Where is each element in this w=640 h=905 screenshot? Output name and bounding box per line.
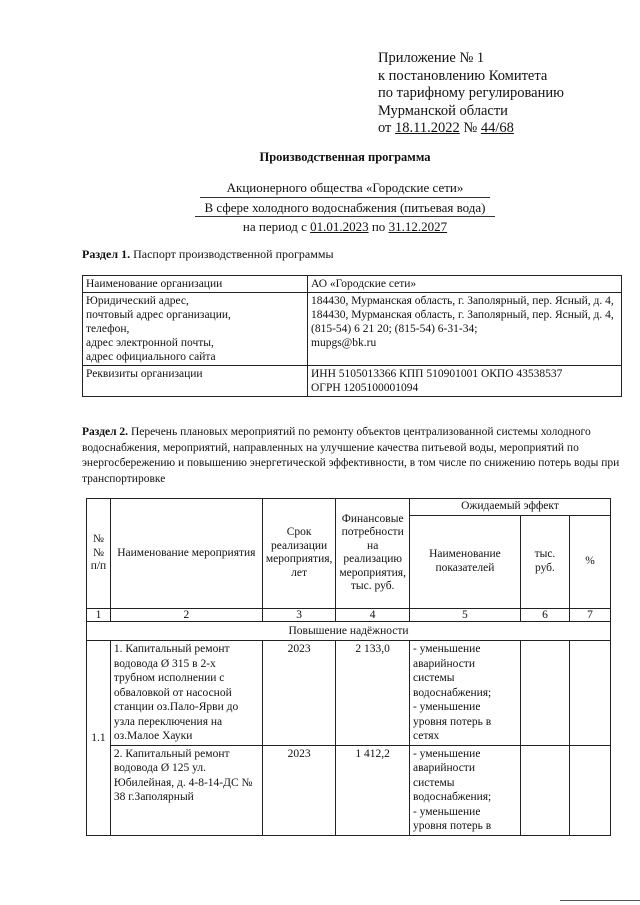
row-pct (569, 745, 610, 835)
document-title: Производственная программа (259, 150, 431, 164)
header-name: Наименование мероприятия (110, 499, 262, 609)
appendix-line-1: Приложение № 1 (378, 50, 485, 66)
column-number: 1 (87, 608, 111, 621)
header-effect-name: Наименование показателей (409, 515, 520, 608)
section2-heading (82, 425, 622, 487)
passport-row (83, 366, 622, 397)
appendix-line-4: Мурманской области (378, 102, 508, 119)
row-effect: - уменьшение аварийности системы водоснабжения; - уменьшение уровня потерь в сетях (409, 641, 520, 746)
plan-header-row (87, 499, 611, 516)
appendix-line-3: по тарифному регулированию (378, 85, 564, 101)
row-rub (520, 745, 569, 835)
sphere-underline (195, 216, 495, 217)
passport-cell-left: Юридический адрес, почтовый адрес организации, телефон, адрес электронной почты, адрес официального сайта (83, 293, 308, 366)
passport-cell-right: АО «Городские сети» (308, 276, 622, 293)
passport-cell-left: Реквизиты организации (83, 366, 308, 397)
plan-table (86, 498, 611, 836)
row-finance: 2 133,0 (336, 641, 410, 746)
period-to: 31.12.2027 (388, 219, 448, 234)
row-name: 2. Капитальный ремонт водовода Ø 125 ул. Юбилейная, д. 4-8-14-ДС № 38 г.Заполярный (110, 745, 262, 835)
appendix-date: 18.11.2022 (395, 120, 460, 136)
row-term: 2023 (262, 745, 336, 835)
column-number: 7 (569, 608, 610, 621)
column-number: 3 (262, 608, 336, 621)
header-finance: Финансовые потребности на реализацию мероприятия, тыс. руб. (336, 499, 410, 609)
organization-name: Акционерного общества «Городские сети» (226, 180, 464, 195)
column-number: 4 (336, 608, 410, 621)
group-row (87, 621, 611, 641)
column-numbers-row (87, 608, 611, 621)
row-effect: - уменьшение аварийности системы водоснабжения; - уменьшение уровня потерь в (409, 745, 520, 835)
passport-row (83, 293, 622, 366)
passport-cell-right: 184430, Мурманская область, г. Заполярный, пер. Ясный, д. 4, 184430, Мурманская область, г. Заполярный, пер. Ясный, д. 4, (815-54) 6 21 20; (815-54) 6-31-34; mupgs@bk.ru (308, 293, 622, 366)
row-rub (520, 641, 569, 746)
passport-table (82, 275, 622, 397)
section2-title: Перечень плановых мероприятий по ремонту объектов централизованной системы холодного водоснабжения, мероприятий, направленных на улучшение качества питьевой воды, мероприятий по энергосбережению и повышению энергетической эффективности, в том числе по снижению потерь воды при транспортировке (82, 426, 620, 485)
group-title: Повышение надёжности (87, 621, 611, 641)
page-edge-line (560, 900, 640, 901)
organization-underline (200, 197, 490, 198)
column-number: 2 (110, 608, 262, 621)
column-number: 5 (409, 608, 520, 621)
period-prefix: на период с (242, 219, 307, 234)
header-effect: Ожидаемый эффект (409, 499, 610, 516)
header-num: №№ п/п (87, 499, 111, 609)
period-line (100, 219, 590, 235)
row-term: 2023 (262, 641, 336, 746)
section1-title: Паспорт производственной программы (133, 247, 334, 261)
passport-cell-right: ИНН 5105013366 КПП 510901001 ОКПО 43538537 ОГРН 1205100001094 (308, 366, 622, 397)
passport-cell-left: Наименование организации (83, 276, 308, 293)
header-effect-rub: тыс. руб. (520, 515, 569, 608)
row-name: 1. Капитальный ремонт водовода Ø 315 в 2-х трубном исполнении с обваловкой от насосной станции оз.Пало-Ярви до узла переключения на оз.Малое Хауки (110, 641, 262, 746)
header-effect-pct: % (569, 515, 610, 608)
row-group-number: 1.1 (87, 641, 111, 836)
section2-label: Раздел 2. (82, 426, 129, 438)
section1-heading (82, 247, 334, 262)
row-pct (569, 641, 610, 746)
table-row (87, 641, 611, 746)
section1-label: Раздел 1. (82, 247, 131, 261)
appendix-date-prefix: от (378, 120, 392, 136)
sphere-line: В сфере холодного водоснабжения (питьевая вода) (204, 200, 486, 215)
header-term: Срок реализации мероприятия, лет (262, 499, 336, 609)
appendix-number: 44/68 (480, 120, 514, 136)
appendix-date-line (378, 120, 564, 138)
passport-row (83, 276, 622, 293)
period-mid: по (371, 219, 386, 234)
column-number: 6 (520, 608, 569, 621)
period-from: 01.01.2023 (310, 219, 369, 234)
appendix-line-2: к постановлению Комитета (378, 67, 548, 84)
table-row (87, 745, 611, 835)
appendix-number-sign: № (463, 120, 478, 136)
row-finance: 1 412,2 (336, 745, 410, 835)
appendix-block (378, 50, 564, 138)
